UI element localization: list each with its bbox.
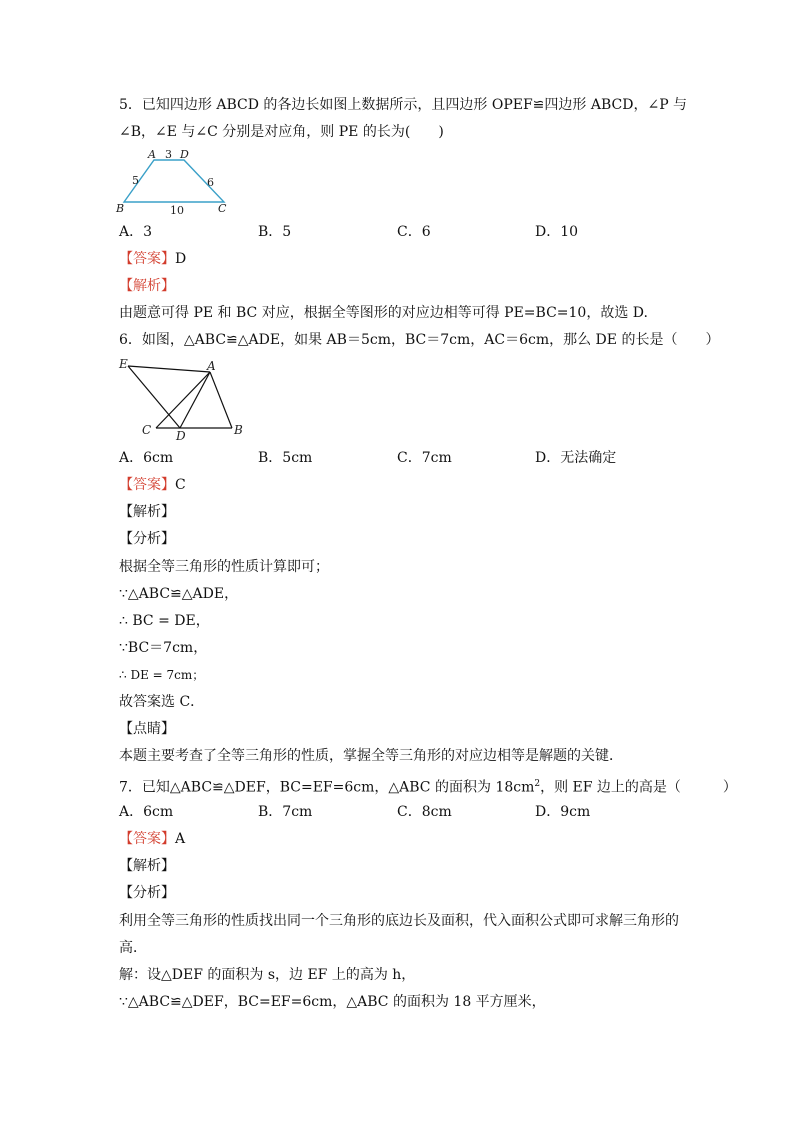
answer-tag: 【答案】 — [119, 831, 175, 847]
q7-option-b[interactable]: B．7cm — [258, 804, 313, 820]
q5-explanation: 由题意可得 PE 和 BC 对应，根据全等图形的对应边相等可得 PE=BC=10，故选 D. — [119, 305, 648, 321]
q5-stem-line1: 5．已知四边形 ABCD 的各边长如图上数据所示，且四边形 OPEF≌四边形 ABCD，∠P 与 — [119, 97, 688, 113]
q6-fenxi-tag: 【分析】 — [119, 531, 175, 547]
q6-step-4: ∵BC＝7cm， — [119, 640, 208, 656]
q7-options — [119, 802, 679, 822]
q6-option-d[interactable]: D．无法确定 — [535, 450, 617, 466]
label-E: E — [119, 357, 128, 371]
q6-option-a[interactable]: A．6cm — [119, 450, 174, 466]
q7-option-a[interactable]: A．6cm — [119, 804, 174, 820]
label-side-left: 5 — [132, 174, 139, 187]
label-B: B — [234, 423, 243, 437]
q6-step-2: ∵△ABC≌△ADE， — [119, 586, 239, 602]
q6-dianjing-tag: 【点睛】 — [119, 721, 175, 737]
label-A: A — [148, 148, 156, 161]
q7-option-c[interactable]: C．8cm — [397, 804, 452, 820]
q6-triangles-figure — [114, 352, 254, 444]
q7-stem-part2: ，则 EF 边上的高是（ ） — [540, 779, 737, 796]
q6-answer — [119, 475, 186, 495]
label-A: A — [207, 359, 216, 373]
q6-step-5: ∴ DE = 7cm； — [119, 668, 205, 682]
q7-solution-line2: ∵△ABC≌△DEF，BC=EF=6cm，△ABC 的面积为 18 平方厘米， — [119, 994, 546, 1010]
label-D: D — [176, 429, 186, 443]
q6-analysis-tag: 【解析】 — [119, 504, 175, 520]
label-D: D — [180, 148, 189, 161]
q7-answer — [119, 829, 185, 849]
q7-analysis-tag: 【解析】 — [119, 858, 175, 874]
answer-tag: 【答案】 — [119, 251, 175, 267]
q5-analysis-tag: 【解析】 — [119, 278, 175, 294]
label-side-top: 3 — [165, 148, 172, 161]
q7-option-d[interactable]: D．9cm — [535, 804, 591, 820]
q5-answer — [119, 249, 186, 269]
q7-solution-line1: 解：设△DEF 的面积为 s，边 EF 上的高为 h， — [119, 967, 416, 983]
q6-options — [119, 448, 679, 468]
q5-options — [119, 222, 679, 242]
label-side-right: 6 — [207, 176, 214, 189]
label-C: C — [218, 202, 227, 215]
label-B: B — [116, 202, 125, 215]
label-side-bottom: 10 — [170, 204, 184, 216]
q5-option-d[interactable]: D．10 — [535, 224, 579, 240]
q7-stem-part1: 7．已知△ABC≌△DEF，BC=EF=6cm，△ABC 的面积为 18cm — [119, 779, 535, 796]
q6-step-6: 故答案选 C． — [119, 694, 205, 710]
q6-option-b[interactable]: B．5cm — [258, 450, 313, 466]
q6-step-1: 根据全等三角形的性质计算即可； — [119, 559, 329, 575]
q5-answer-value: D — [175, 251, 187, 267]
q7-stem — [119, 774, 737, 798]
q7-fenxi-line1: 利用全等三角形的性质找出同一个三角形的底边长及面积，代入面积公式即可求解三角形的 — [119, 913, 679, 929]
q7-answer-value: A — [175, 831, 186, 847]
q5-trapezoid-figure — [112, 146, 237, 216]
q5-stem-line2: ∠B，∠E 与∠C 分别是对应角，则 PE 的长为( ) — [119, 124, 444, 140]
q5-option-a[interactable]: A．3 — [119, 224, 153, 240]
q7-fenxi-tag: 【分析】 — [119, 885, 175, 901]
q5-option-c[interactable]: C．6 — [397, 224, 431, 240]
q6-stem: 6．如图，△ABC≌△ADE，如果 AB＝5cm，BC＝7cm，AC＝6cm，那么 DE 的长是（ ） — [119, 332, 720, 348]
q6-option-c[interactable]: C．7cm — [397, 450, 452, 466]
answer-tag: 【答案】 — [119, 477, 175, 493]
q6-dianjing-text: 本题主要考查了全等三角形的性质，掌握全等三角形的对应边相等是解题的关键． — [119, 748, 623, 764]
q5-option-b[interactable]: B．5 — [258, 224, 292, 240]
q6-answer-value: C — [175, 477, 186, 493]
label-C: C — [142, 423, 152, 437]
q7-fenxi-line2: 高． — [119, 940, 147, 956]
q6-step-3: ∴ BC = DE， — [119, 613, 210, 629]
q7-stem-sup: 2 — [534, 779, 541, 789]
